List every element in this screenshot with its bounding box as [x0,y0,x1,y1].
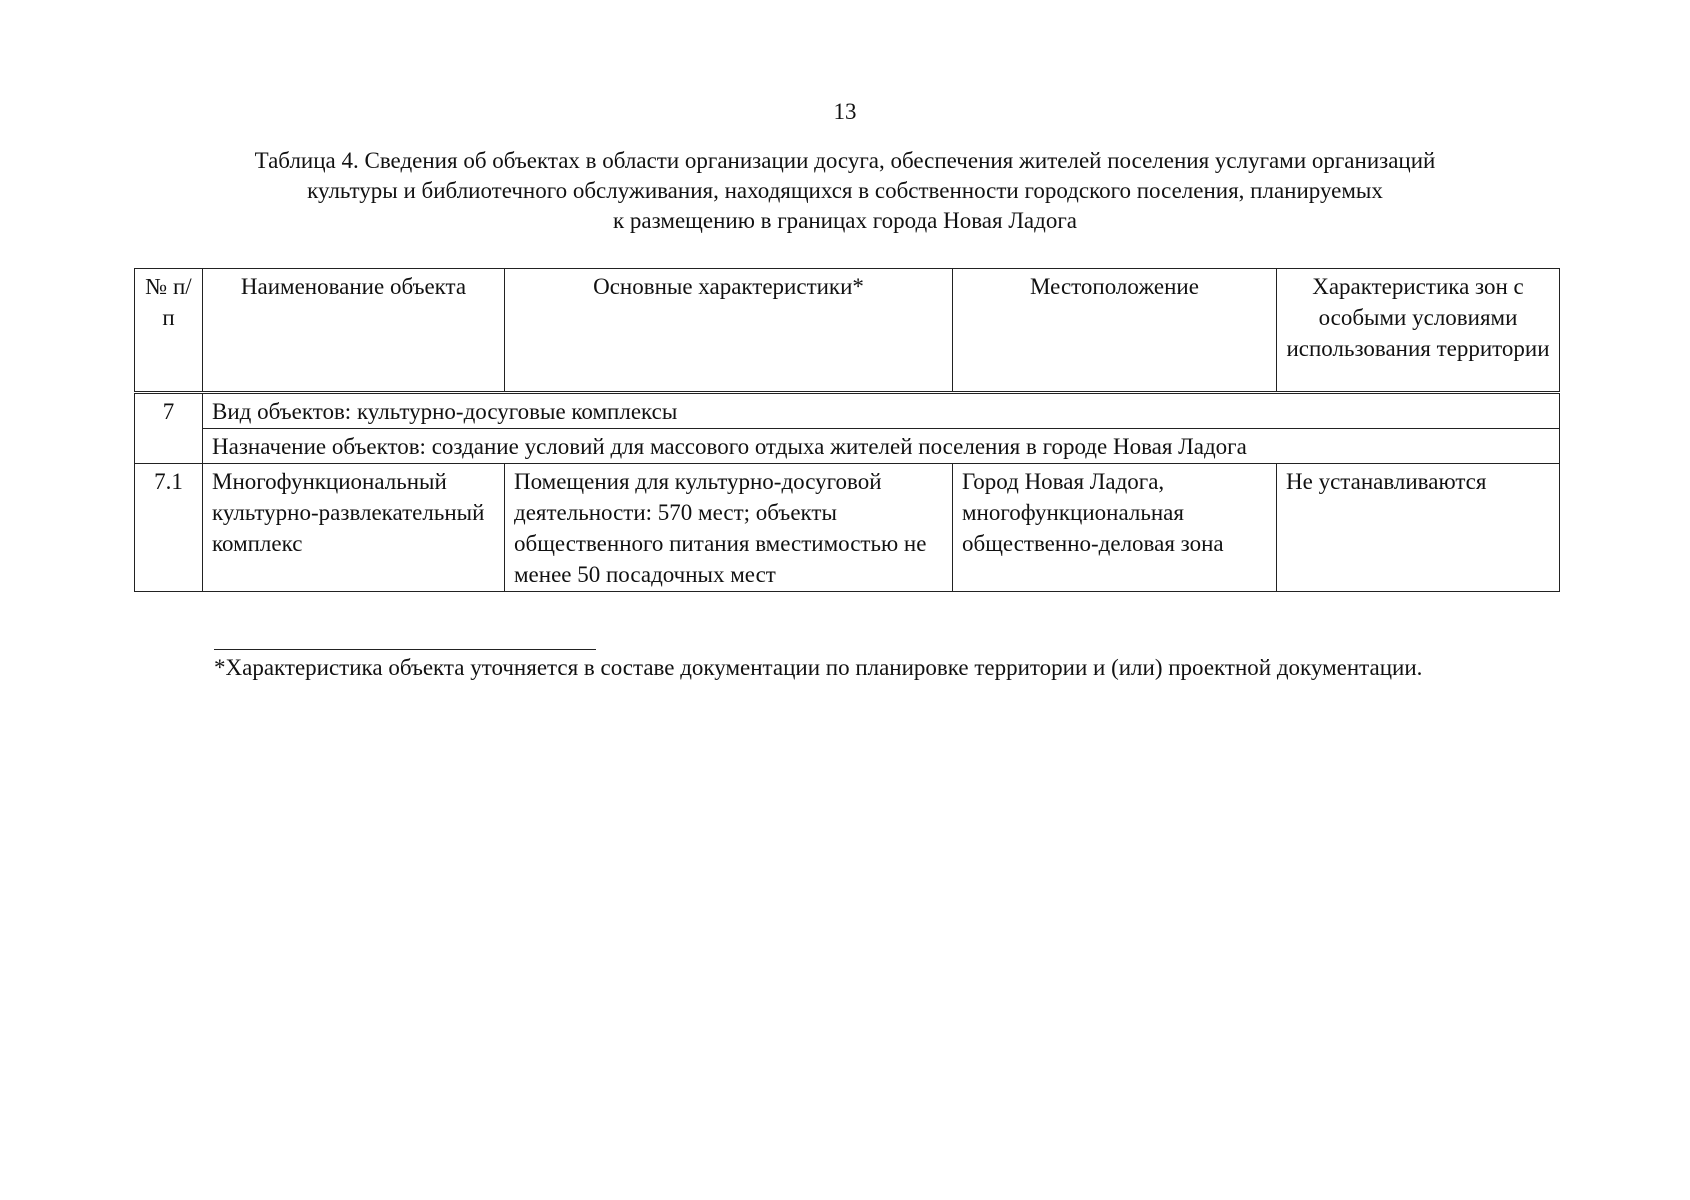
footnote-separator [214,649,596,650]
page-number: 13 [833,99,857,124]
row-num: 7.1 [135,464,203,592]
objects-table [134,268,1560,592]
group-purpose-row [135,429,1560,464]
header-zones: Характеристика зон с особыми условиями использования территории [1277,269,1560,393]
header-characteristics: Основные характеристики* [505,269,953,393]
footnote: *Характеристика объекта уточняется в составе документации по планировке территории и (или) проектной документации. [214,655,1423,680]
group-type: Вид объектов: культурно-досуговые комплексы [203,393,1560,429]
table-caption [130,146,1560,236]
caption-line-3: к размещению в границах города Новая Ладога [613,208,1077,233]
caption-line-2: культуры и библиотечного обслуживания, находящихся в собственности городского поселения, планируемых [307,178,1383,203]
row-name: Многофункциональный культурно-развлекательный комплекс [203,464,505,592]
header-location: Местоположение [953,269,1277,393]
table-header-row [135,269,1560,393]
group-num: 7 [135,393,203,464]
group-type-row [135,393,1560,429]
group-purpose: Назначение объектов: создание условий для массового отдыха жителей поселения в городе Новая Ладога [203,429,1560,464]
row-location: Город Новая Ладога, многофункциональная общественно-деловая зона [953,464,1277,592]
caption-line-1: Таблица 4. Сведения об объектах в области организации досуга, обеспечения жителей поселения услугами организаций [254,148,1436,173]
table-row [135,464,1560,592]
header-num: № п/п [135,269,203,393]
row-characteristics: Помещения для культурно-досуговой деятельности: 570 мест; объекты общественного питания вместимостью не менее 50 посадочных мест [505,464,953,592]
row-zones: Не устанавливаются [1277,464,1560,592]
header-name: Наименование объекта [203,269,505,393]
